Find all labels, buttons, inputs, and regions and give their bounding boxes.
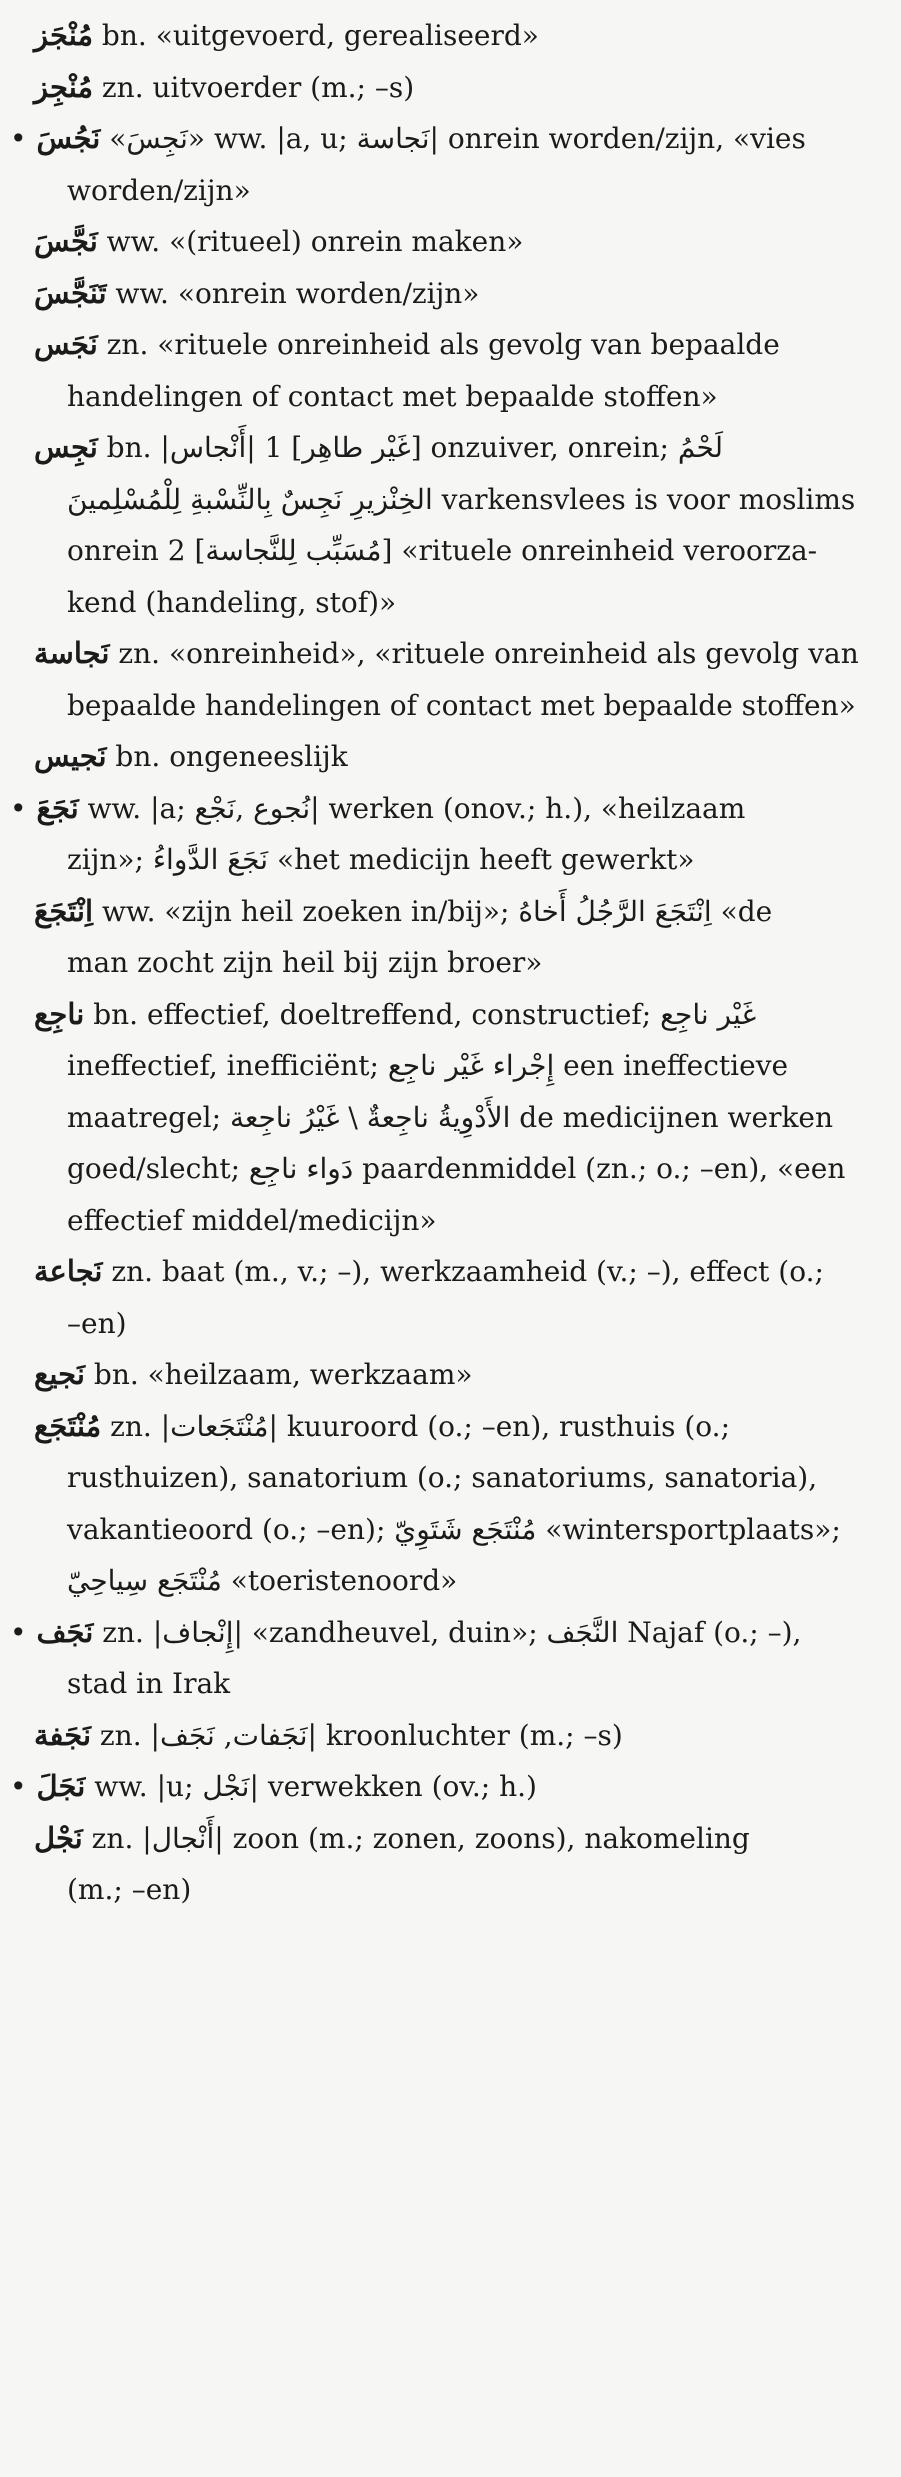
arabic-term: دَواء ناجِع bbox=[248, 1152, 354, 1185]
dictionary-entry bbox=[34, 216, 875, 268]
entry-text: zn. | bbox=[91, 1821, 152, 1855]
entry-text: ww. bbox=[115, 276, 169, 310]
entry-continuation bbox=[34, 1092, 875, 1144]
entry-text: «onreinheid», «rituele onreinheid als gevolg van bbox=[168, 637, 859, 670]
entry-text: ww. |a; bbox=[87, 791, 195, 825]
entry-text: zn. bbox=[118, 637, 161, 670]
dictionary-entry bbox=[34, 268, 875, 320]
arabic-term: غَيْر ناجِع bbox=[660, 997, 757, 1031]
arabic-term: مُنْتَجَعات bbox=[170, 1409, 269, 1443]
headword: نَجَّسَ bbox=[34, 224, 98, 258]
entry-continuation bbox=[34, 165, 875, 217]
arabic-term: أَنْجال bbox=[151, 1821, 215, 1855]
entry-text: | verwekken (ov.; h.) bbox=[249, 1770, 537, 1803]
dictionary-entry bbox=[10, 113, 875, 216]
entry-text: ww. |u; bbox=[94, 1770, 203, 1803]
entry-text: baat (m., v.; –), werkzaamheid (v.; –), effect (o.; bbox=[161, 1255, 824, 1288]
entry-continuation bbox=[34, 834, 875, 886]
headword: نَجَلَ bbox=[36, 1769, 86, 1803]
arabic-term: غَيْر طاهِر bbox=[302, 431, 411, 464]
entry-text: «de bbox=[711, 894, 773, 928]
entry-text: handelingen of contact met bepaalde stoffen» bbox=[67, 379, 718, 413]
entry-text: zn. bbox=[101, 70, 144, 104]
dictionary-entry bbox=[10, 1761, 875, 1813]
entry-text: «uitgevoerd, gerealiseerd» bbox=[155, 19, 539, 52]
entry-bullet: • bbox=[10, 1615, 27, 1649]
dictionary-entry bbox=[34, 1349, 875, 1401]
entry-text: «rituele onreinheid als gevolg van bepaalde bbox=[157, 328, 780, 361]
headword: نَجَف bbox=[36, 1614, 94, 1649]
headword: مُنْجَز bbox=[34, 18, 94, 52]
arabic-term: نَجاسة bbox=[356, 122, 430, 155]
entry-continuation bbox=[34, 474, 875, 526]
entry-text: ineffectief, inefficiënt; bbox=[67, 1049, 388, 1082]
entry-text: bn. bbox=[115, 740, 161, 773]
entry-text: zn. bbox=[106, 328, 149, 361]
entry-text: «zijn heil zoeken in/bij»; bbox=[164, 894, 519, 928]
dictionary-entry bbox=[34, 10, 875, 62]
entry-text: onrein 2 [ bbox=[67, 534, 206, 567]
entry-bullet: • bbox=[10, 122, 27, 155]
arabic-term: إِجْراء غَيْر ناجِع bbox=[387, 1049, 555, 1082]
headword: نَجاعة bbox=[34, 1254, 103, 1288]
headword: اِنْتَجَعَ bbox=[34, 893, 94, 928]
dictionary-entry bbox=[34, 62, 875, 114]
arabic-term: النَّجَف bbox=[546, 1615, 619, 1649]
entry-text: een ineffectieve bbox=[554, 1049, 789, 1082]
arabic-term: لَحْمُ bbox=[677, 431, 724, 464]
entry-text: ongeneeslijk bbox=[169, 740, 348, 773]
entry-text: worden/zijn» bbox=[67, 173, 251, 207]
entry-text: zn. bbox=[111, 1255, 154, 1288]
dictionary-entry bbox=[34, 1246, 875, 1349]
entry-text: goed/slecht; bbox=[67, 1152, 249, 1185]
arabic-term: مُسَبِّب لِلنَّجاسة bbox=[205, 534, 382, 567]
entry-text: ww. bbox=[106, 225, 161, 258]
entry-text: «نَجِسَ» bbox=[109, 122, 214, 155]
dictionary-entry bbox=[34, 886, 875, 989]
entry-text: «(ritueel) onrein maken» bbox=[169, 225, 524, 258]
entry-text: (m.; –en) bbox=[67, 1873, 192, 1906]
entry-text: vakantieoord (o.; –en); bbox=[67, 1512, 395, 1546]
headword: نَجُسَ bbox=[36, 121, 101, 155]
headword: مُنْجِز bbox=[34, 69, 94, 104]
entry-text: «toeristenoord» bbox=[221, 1564, 458, 1597]
entry-text: ww. |a, u; bbox=[213, 122, 357, 155]
arabic-term: الأَدْوِيةُ ناجِعةٌ \ غَيْرُ ناجِعة bbox=[229, 1100, 511, 1134]
entry-continuation bbox=[34, 937, 875, 989]
entry-text: bepaalde handelingen of contact met bepaalde stoffen» bbox=[67, 688, 856, 722]
arabic-term: مُنْتَجَع سِياحِيّ bbox=[67, 1564, 222, 1597]
entry-text: zijn»; bbox=[67, 843, 153, 876]
entry-continuation bbox=[34, 1658, 875, 1710]
entry-text: uitvoerder (m.; –s) bbox=[152, 70, 415, 104]
entry-continuation bbox=[34, 1040, 875, 1092]
dictionary-entry bbox=[10, 1607, 875, 1710]
dictionary-entry bbox=[34, 319, 875, 422]
entry-continuation bbox=[34, 1452, 875, 1504]
headword: نَجْل bbox=[34, 1820, 83, 1855]
dictionary-entry bbox=[34, 1813, 875, 1916]
entry-text: | «zandheuvel, duin»; bbox=[233, 1615, 547, 1649]
headword: نَجيس bbox=[34, 739, 107, 773]
entry-bullet: • bbox=[10, 791, 27, 825]
entry-text: maatregel; bbox=[67, 1100, 230, 1134]
entry-continuation bbox=[34, 577, 875, 629]
entry-text: ] onzuiver, onrein; bbox=[410, 431, 678, 464]
entry-text: rusthuizen), sanatorium (o.; sanatoriums, sanatoria), bbox=[67, 1461, 818, 1494]
headword: نَجيع bbox=[34, 1357, 85, 1391]
headword: تَنَجَّسَ bbox=[34, 275, 107, 310]
entry-text: –en) bbox=[67, 1306, 127, 1340]
entry-text: | kroonluchter (m.; –s) bbox=[307, 1718, 623, 1752]
dictionary-entry bbox=[34, 1710, 875, 1762]
entry-text: | werken (onov.; h.), «heilzaam bbox=[310, 791, 746, 825]
arabic-term: نَجَعَ الدَّواءُ bbox=[152, 843, 269, 876]
dictionary-entry bbox=[10, 783, 875, 886]
entry-text: Najaf (o.; –), bbox=[618, 1615, 802, 1649]
entry-text: man zocht zijn heil bij zijn broer» bbox=[67, 946, 543, 979]
entry-text: de medicijnen werken bbox=[510, 1100, 834, 1134]
entry-text: «het medicijn heeft gewerkt» bbox=[268, 843, 695, 876]
arabic-term: اِنْتَجَعَ الرَّجُلُ أَخاهُ bbox=[518, 894, 712, 928]
entry-continuation bbox=[34, 1504, 875, 1556]
arabic-term: نَجَفات, نَجَف bbox=[159, 1718, 308, 1752]
entry-text: | 1 [ bbox=[246, 431, 303, 464]
entry-text: bn. bbox=[93, 997, 139, 1031]
arabic-term: نَجْل bbox=[202, 1770, 250, 1803]
entry-text: bn. | bbox=[106, 431, 170, 464]
entry-text: ] «rituele onreinheid veroorza- bbox=[381, 534, 818, 567]
arabic-term: الخِنْزيرِ نَجِسٌ بِالنِّسْبةِ لِلْمُسْلِمينَ bbox=[67, 482, 433, 516]
entry-text: | onrein worden/zijn, «vies bbox=[429, 122, 806, 155]
entry-continuation bbox=[34, 371, 875, 423]
dictionary-entry bbox=[34, 1401, 875, 1607]
headword: ناجِع bbox=[34, 996, 85, 1031]
entry-text: ww. bbox=[101, 894, 156, 928]
headword: مُنْتَجَع bbox=[34, 1408, 102, 1443]
entry-text: zn. | bbox=[110, 1409, 171, 1443]
headword: نَجَعَ bbox=[36, 790, 79, 825]
entry-text: «wintersportplaats»; bbox=[536, 1512, 841, 1546]
entry-text: «onrein worden/zijn» bbox=[177, 276, 480, 310]
arabic-term: نُجوع ,نَجْع bbox=[194, 791, 311, 825]
entry-text: effectief, doeltreffend, constructief; bbox=[146, 997, 661, 1031]
entry-continuation bbox=[34, 1143, 875, 1195]
entry-text: bn. bbox=[93, 1358, 139, 1391]
entry-text: varkensvlees is voor moslims bbox=[432, 482, 856, 516]
dictionary-entry bbox=[34, 628, 875, 731]
entry-text: | kuuroord (o.; –en), rusthuis (o.; bbox=[268, 1409, 730, 1443]
entry-text: kend (handeling, stof)» bbox=[67, 585, 397, 619]
entry-bullet: • bbox=[10, 1770, 27, 1803]
entry-continuation bbox=[34, 1555, 875, 1607]
entry-text: paardenmiddel (zn.; o.; –en), «een bbox=[353, 1152, 846, 1185]
headword: نَجَس bbox=[34, 327, 98, 361]
entry-continuation bbox=[34, 1298, 875, 1350]
dictionary-entry bbox=[34, 731, 875, 783]
entry-text: effectief middel/medicijn» bbox=[67, 1203, 437, 1237]
headword: نَجَفة bbox=[34, 1717, 92, 1752]
entry-text: zn. | bbox=[99, 1718, 160, 1752]
entry-continuation bbox=[34, 680, 875, 732]
entry-continuation bbox=[34, 525, 875, 577]
arabic-term: أَنْجاس bbox=[169, 431, 247, 464]
entry-continuation bbox=[34, 1864, 875, 1916]
headword: نَجِس bbox=[34, 430, 98, 464]
entry-continuation bbox=[34, 1195, 875, 1247]
entry-text: stad in Irak bbox=[67, 1667, 231, 1700]
entry-text: bn. bbox=[101, 19, 147, 52]
entry-text: | zoon (m.; zonen, zoons), nakomeling bbox=[214, 1821, 750, 1855]
dictionary-entry bbox=[34, 422, 875, 628]
entry-text: zn. | bbox=[102, 1615, 163, 1649]
headword: نَجاسة bbox=[34, 636, 110, 670]
dictionary-entry bbox=[34, 989, 875, 1247]
entry-text: «heilzaam, werkzaam» bbox=[147, 1358, 473, 1391]
arabic-term: إِنْجاف bbox=[162, 1615, 234, 1649]
arabic-term: مُنْتَجَع شَتَوِيّ bbox=[394, 1512, 537, 1546]
